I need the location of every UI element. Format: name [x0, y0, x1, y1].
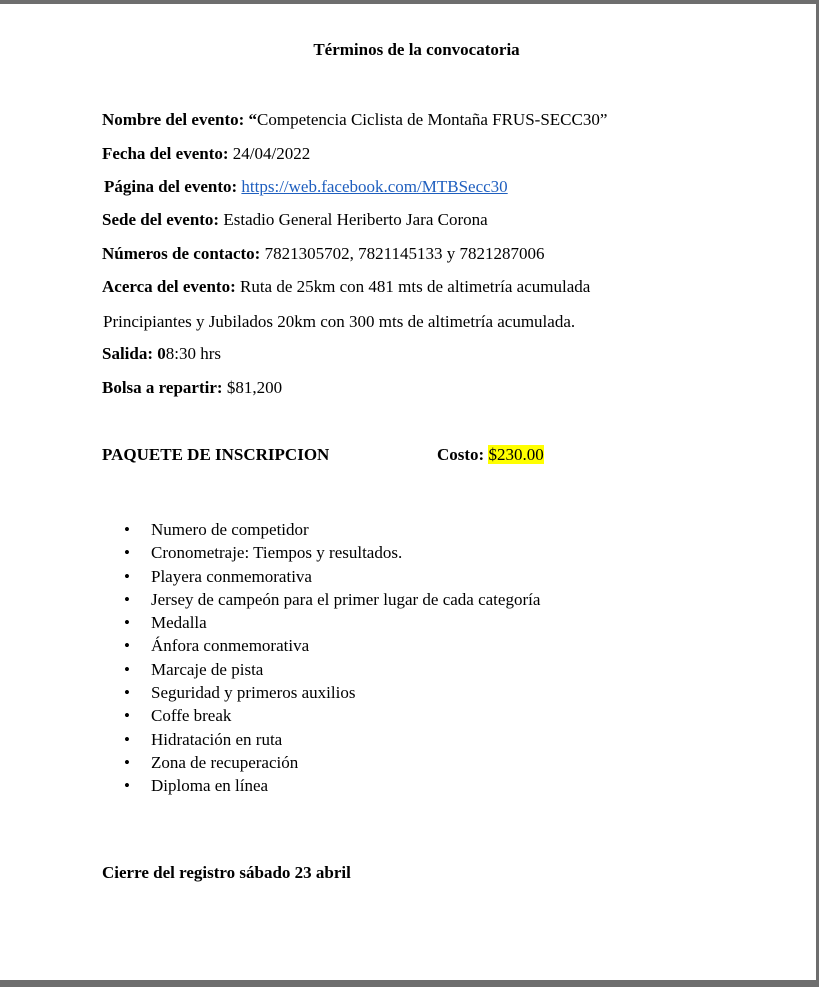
list-item: • Jersey de campeón para el primer lugar de cada categoría	[124, 589, 541, 609]
about-value-2: Principiantes y Jubilados 20km con 300 mts de altimetría acumulada.	[103, 312, 576, 331]
package-items-list	[124, 520, 540, 800]
event-page-label: Página del evento:	[104, 177, 238, 196]
event-name-label: Nombre del evento:	[102, 110, 245, 129]
cost-row	[437, 445, 544, 465]
about-row-2	[103, 312, 575, 332]
contact-label: Números de contacto:	[102, 244, 261, 263]
bullet-icon: •	[124, 543, 130, 563]
bullet-icon: •	[124, 706, 130, 726]
bullet-icon: •	[124, 520, 130, 539]
list-item: • Hidratación en ruta	[124, 729, 283, 749]
document-page	[0, 4, 816, 980]
contact-row	[102, 244, 544, 264]
about-row	[102, 277, 590, 297]
event-date-label: Fecha del evento:	[102, 144, 229, 163]
bullet-icon: •	[124, 636, 130, 656]
start-time-value: 8:30 hrs	[165, 344, 222, 363]
list-item: • Marcaje de pista	[124, 659, 264, 679]
start-time-row	[102, 344, 221, 364]
bullet-icon: •	[124, 589, 130, 609]
prize-label: Bolsa a repartir:	[102, 378, 223, 397]
start-time-value-bold: 0	[157, 344, 166, 363]
list-item: • Coffe break	[124, 706, 232, 726]
bullet-icon: •	[124, 729, 130, 749]
list-item: • Diploma en línea	[124, 776, 269, 796]
list-item: • Playera conmemorativa	[124, 566, 312, 586]
list-item: • Ánfora conmemorativa	[124, 636, 310, 656]
prize-value: $81,200	[226, 378, 283, 397]
event-venue-row	[102, 210, 488, 230]
bullet-icon: •	[124, 566, 130, 586]
list-item: • Cronometraje: Tiempos y resultados.	[124, 543, 403, 563]
event-page-row	[104, 177, 508, 197]
event-date-row	[102, 144, 310, 164]
event-name-quote: “	[248, 110, 258, 129]
start-time-label: Salida:	[102, 344, 154, 363]
event-venue-label: Sede del evento:	[102, 210, 220, 229]
cost-label: Costo:	[437, 445, 485, 464]
list-item: • Seguridad y primeros auxilios	[124, 683, 356, 703]
about-label: Acerca del evento:	[102, 277, 236, 296]
contact-value: 7821305702, 7821145133 y 7821287006	[264, 244, 545, 263]
list-item: • Medalla	[124, 613, 207, 633]
event-name-row	[102, 110, 607, 130]
package-heading: PAQUETE DE INSCRIPCION	[102, 445, 330, 464]
registration-close: Cierre del registro sábado 23 abril	[102, 863, 351, 882]
document-title: Términos de la convocatoria	[313, 40, 520, 59]
event-page-link[interactable]: https://web.facebook.com/MTBSecc30	[241, 177, 508, 196]
bullet-icon: •	[124, 613, 130, 633]
list-item: • Zona de recuperación	[124, 752, 299, 772]
event-date-value: 24/04/2022	[232, 144, 311, 163]
bullet-icon: •	[124, 683, 130, 703]
prize-row	[102, 378, 282, 398]
bullet-icon: •	[124, 776, 130, 796]
list-item: • Numero de competidor	[124, 520, 309, 539]
bullet-icon: •	[124, 659, 130, 679]
event-venue-value: Estadio General Heriberto Jara Corona	[223, 210, 488, 229]
about-value: Ruta de 25km con 481 mts de altimetría acumulada	[240, 277, 591, 296]
bullet-icon: •	[124, 752, 130, 772]
event-name-value: Competencia Ciclista de Montaña FRUS-SECC30”	[257, 110, 608, 129]
cost-value: $230.00	[488, 445, 544, 464]
